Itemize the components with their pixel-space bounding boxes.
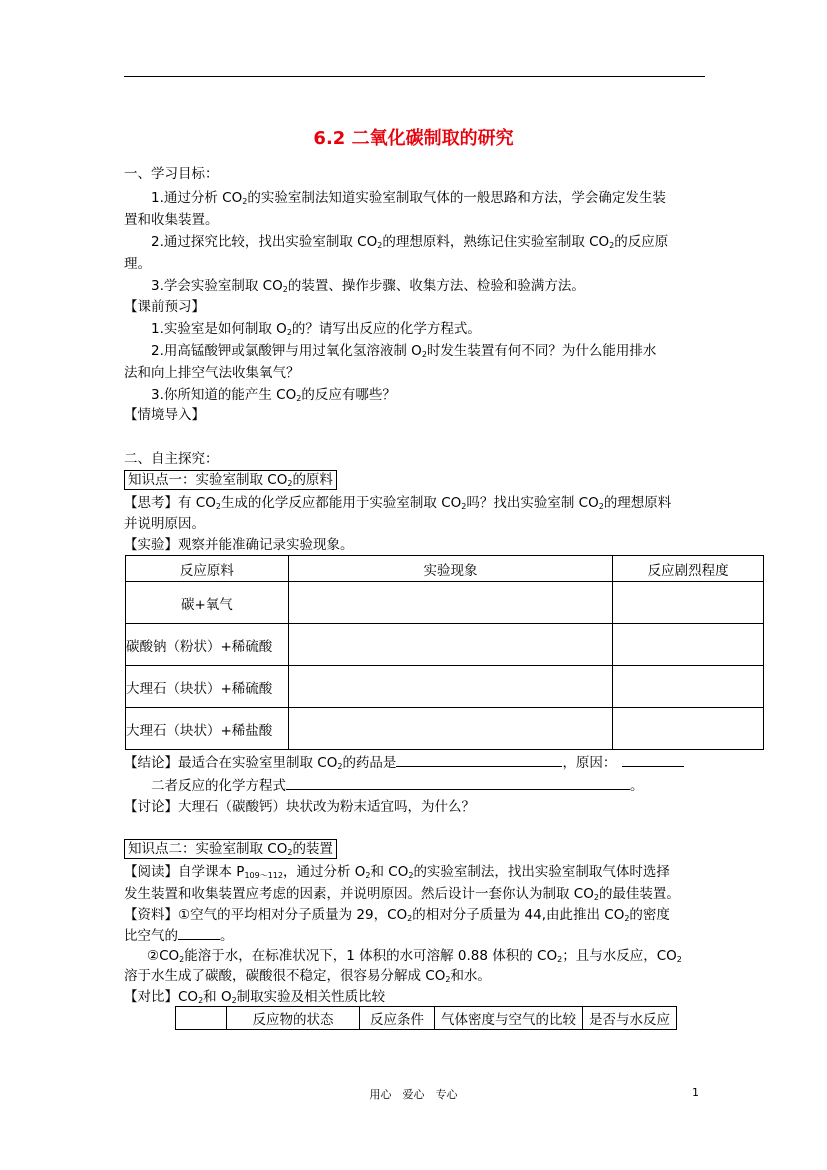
reactant-cell: 大理石（块状）+稀硫酸 xyxy=(126,666,289,708)
header-reactants: 反应原料 xyxy=(126,556,289,582)
answer-blank-reason[interactable] xyxy=(622,752,684,767)
phenomenon-cell[interactable] xyxy=(288,624,612,666)
preview-q2-line2: 法和向上排空气法收集氧气？ xyxy=(124,365,300,381)
reactant-cell: 大理石（块状）+稀盐酸 xyxy=(126,708,289,750)
intensity-cell[interactable] xyxy=(613,666,764,708)
goal-2-line2: 理。 xyxy=(124,256,151,272)
table-row xyxy=(126,624,764,666)
header-reaction-condition: 反应条件 xyxy=(360,1007,435,1030)
goal-1-line2: 置和收集装置。 xyxy=(124,212,219,228)
header-water-reaction: 是否与水反应 xyxy=(583,1007,677,1030)
goal-2-line1: 2.通过探究比较，找出实验室制取 $CO_2$的理想原料，熟练记住实验室制取 $CO_2$的反应原 xyxy=(151,234,669,250)
section1-heading: 一、学习目标： xyxy=(124,166,219,182)
preview-q1: 1.实验室是如何制取 $O_2$的？请写出反应的化学方程式。 xyxy=(151,321,481,337)
header-reactant-state: 反应物的状态 xyxy=(227,1007,360,1030)
comparison-heading: 【对比】$CO_2$和 $O_2$制取实验及相关性质比较 xyxy=(124,989,386,1005)
conclusion-line2: 二者反应的化学方程式 。 xyxy=(151,775,644,796)
goal-3: 3.学会实验室制取 $CO_2$的装置、操作步骤、收集方法、检验和验满方法。 xyxy=(151,278,585,294)
section2-heading: 二、自主探究： xyxy=(124,451,219,467)
header-density-comparison: 气体密度与空气的比较 xyxy=(435,1007,583,1030)
table-row xyxy=(126,582,764,624)
answer-blank-reagent[interactable] xyxy=(396,752,562,767)
reading-line1: 【阅读】自学课本 $P_{109\sim 112}$，通过分析 $O_2$和 $CO_2$的实验室制法，找出实验室制取气体时选择 xyxy=(124,864,670,880)
table-row xyxy=(126,708,764,750)
preview-q3: 3.你所知道的能产生 $CO_2$的反应有哪些？ xyxy=(151,387,396,403)
knowledge-point-1-box: 知识点一：实验室制取 $CO_2$的原料 xyxy=(124,470,337,490)
comparison-table-header xyxy=(176,1007,677,1030)
footer-text: 用心 爱心 专心 xyxy=(369,1088,458,1101)
data-line4: 溶于水生成了碳酸，碳酸很不稳定，很容易分解成 $CO_2$和水。 xyxy=(124,968,491,984)
comparison-table xyxy=(175,1006,677,1030)
header-intensity: 反应剧烈程度 xyxy=(613,556,764,582)
conclusion-line1: 【结论】最适合在实验室里制取 $CO_2$的药品是 ，原因： xyxy=(124,752,684,773)
page-number: 1 xyxy=(692,1086,699,1099)
header-blank xyxy=(176,1007,227,1030)
intensity-cell[interactable] xyxy=(613,624,764,666)
think-line2: 并说明原因。 xyxy=(124,516,205,532)
data-line2: 比空气的 。 xyxy=(124,925,234,946)
reading-line2: 发生装置和收集装置应考虑的因素，并说明原因。然后设计一套你认为制取 $CO_2$的最佳装置。 xyxy=(124,886,680,902)
phenomenon-cell[interactable] xyxy=(288,708,612,750)
reactant-cell: 碳+氧气 xyxy=(126,582,289,624)
scenario-heading: 【情境导入】 xyxy=(124,407,205,423)
header-rule xyxy=(124,76,705,77)
experiment-instruction: 【实验】观察并能准确记录实验现象。 xyxy=(124,537,354,553)
data-line3: $②CO_2$能溶于水，在标准状况下，1 体积的水可溶解 0.88 体积的 $CO_2$；且与水反应，$CO_2$ xyxy=(147,948,682,964)
intensity-cell[interactable] xyxy=(613,708,764,750)
data-line1: 【资料】①空气的平均相对分子质量为 29，$CO_2$的相对分子质量为 44,由此推出 $CO_2$的密度 xyxy=(124,907,670,923)
discussion: 【讨论】大理石（碳酸钙）块状改为粉末适宜吗，为什么？ xyxy=(124,799,475,815)
preview-q2-line1: 2.用高锰酸钾或氯酸钾与用过氧化氢溶液制 $O_2$时发生装置有何不同？为什么能用排水 xyxy=(151,343,657,359)
reactant-cell: 碳酸钠（粉状）+稀硫酸 xyxy=(126,624,289,666)
page-title: 6.2 二氧化碳制取的研究 xyxy=(313,128,514,149)
experiment-table xyxy=(125,555,764,750)
experiment-table-header xyxy=(126,556,764,582)
preview-heading: 【课前预习】 xyxy=(124,299,205,315)
table-row xyxy=(126,666,764,708)
phenomenon-cell[interactable] xyxy=(288,582,612,624)
phenomenon-cell[interactable] xyxy=(288,666,612,708)
goal-1-line1: 1.通过分析 $CO_2$的实验室制法知道实验室制取气体的一般思路和方法，学会确定发生装 xyxy=(151,190,666,206)
think-line1: 【思考】有 $CO_2$生成的化学反应都能用于实验室制取 $CO_2$吗？找出实验室制 $CO_2$的理想原料 xyxy=(124,495,672,511)
answer-blank-equation[interactable] xyxy=(286,775,630,790)
answer-blank-density[interactable] xyxy=(178,925,220,940)
intensity-cell[interactable] xyxy=(613,582,764,624)
header-phenomenon: 实验现象 xyxy=(288,556,612,582)
knowledge-point-2-box: 知识点二：实验室制取 $CO_2$的装置 xyxy=(124,839,337,859)
